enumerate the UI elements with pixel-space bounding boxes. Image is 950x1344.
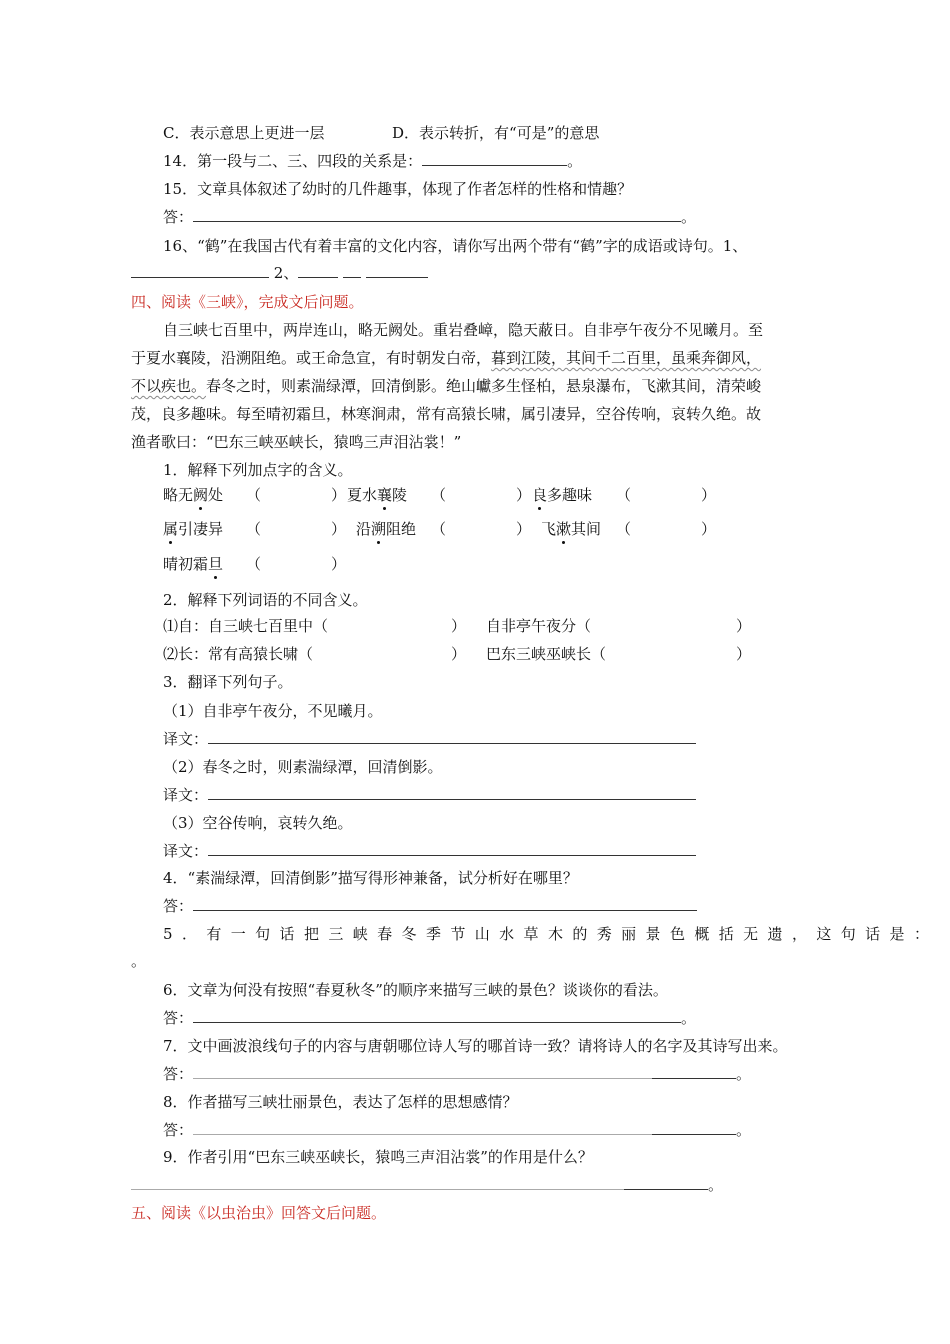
q16-blank-2a[interactable] bbox=[298, 263, 338, 278]
q7-answer-blank-2[interactable] bbox=[652, 1064, 736, 1079]
q1-item-4 bbox=[163, 519, 223, 539]
s4-q1-title: 1．解释下列加点字的含义。 bbox=[163, 461, 353, 479]
q6-period: 。 bbox=[681, 1009, 697, 1027]
passage-line-3 bbox=[131, 376, 761, 396]
q7-answer-label: 答： bbox=[163, 1065, 194, 1083]
section5-heading: 五、阅读《以虫治虫》回答文后问题。 bbox=[131, 1204, 387, 1222]
q6-answer bbox=[163, 1008, 696, 1028]
q1-paren-close-3: ） bbox=[701, 486, 717, 504]
q6-answer-label: 答： bbox=[163, 1009, 194, 1027]
q1-item-6 bbox=[541, 519, 601, 539]
s4-q8: 8．作者描写三峡壮丽景色，表达了怎样的思想感情？ bbox=[163, 1093, 518, 1111]
q8-answer-blank-2[interactable] bbox=[652, 1120, 736, 1135]
s4-q6: 6．文章为何没有按照“春夏秋冬”的顺序来描写三峡的景色？谈谈你的看法。 bbox=[163, 981, 668, 999]
passage-wavy-1: 暮到江陵，其间千二百里，虽乘奔御风， bbox=[491, 349, 762, 367]
q15-answer bbox=[163, 207, 696, 227]
q1-item-2-pre: 夏水 bbox=[347, 486, 378, 504]
q5-period: 。 bbox=[131, 952, 147, 970]
q1-item-4-dotted: 属 bbox=[163, 520, 179, 538]
passage-wavy-2: 不以疾也。 bbox=[131, 377, 207, 395]
q1-item-2 bbox=[347, 485, 407, 505]
q1-item-7-dotted: 旦 bbox=[208, 555, 224, 573]
q1-item-4-post: 引凄异 bbox=[178, 520, 224, 538]
q1-paren-open-7: （ bbox=[246, 555, 262, 573]
q3-translation-2 bbox=[163, 785, 696, 805]
q14-blank[interactable] bbox=[422, 151, 567, 166]
q16: 16、“鹤”在我国古代有着丰富的文化内容，请你写出两个带有“鹤”字的成语或诗句。1、 bbox=[163, 237, 748, 255]
q16-blank-1[interactable] bbox=[131, 263, 269, 278]
q2-row1a: ⑴自：自三峡七百里中（ bbox=[163, 617, 329, 635]
q1-item-1-post: 处 bbox=[208, 486, 224, 504]
passage-line-2 bbox=[131, 348, 761, 368]
q4-answer-label: 答： bbox=[163, 897, 194, 915]
q3-blank-1[interactable] bbox=[208, 729, 696, 744]
q1-paren-open-3: （ bbox=[616, 486, 632, 504]
q1-item-7 bbox=[163, 554, 223, 574]
q13-option-c: C．表示意思上更进一层 bbox=[163, 124, 325, 142]
passage-line-1: 自三峡七百里中，两岸连山，略无阙处。重岩叠嶂，隐天蔽日。自非亭午夜分不见曦月。至 bbox=[163, 321, 764, 339]
q1-item-5-dotted: 溯 bbox=[371, 520, 387, 538]
q3-sentence-2: （2）春冬之时，则素湍绿潭，回清倒影。 bbox=[163, 758, 443, 776]
q8-answer bbox=[163, 1120, 751, 1140]
q1-item-1-pre: 略无 bbox=[163, 486, 194, 504]
q1-item-5 bbox=[356, 519, 416, 539]
q15-answer-label: 答： bbox=[163, 208, 194, 226]
q2-row2b: 巴东三峡巫峡长（ bbox=[486, 645, 607, 663]
q7-answer-blank[interactable] bbox=[193, 1064, 652, 1079]
q8-period: 。 bbox=[736, 1121, 752, 1139]
q16-answers bbox=[131, 263, 428, 283]
q2-paren-close-1b: ） bbox=[736, 617, 752, 635]
q15: 15．文章具体叙述了幼时的几件趣事，体现了作者怎样的性格和情趣？ bbox=[163, 180, 633, 198]
q1-item-7-pre: 晴初霜 bbox=[163, 555, 209, 573]
q1-paren-close-1: ） bbox=[331, 486, 347, 504]
q2-paren-close-2a: ） bbox=[451, 645, 467, 663]
q1-item-6-pre: 飞 bbox=[541, 520, 557, 538]
q3-translation-1 bbox=[163, 729, 696, 749]
passage-line-2-text: 于夏水襄陵，沿溯阻绝。或王命急宣，有时朝发白帝， bbox=[131, 349, 492, 367]
q1-item-5-pre: 沿 bbox=[356, 520, 372, 538]
q1-item-3-post: 多趣味 bbox=[547, 486, 593, 504]
q4-answer bbox=[163, 896, 697, 916]
q1-paren-close-6: ） bbox=[701, 520, 717, 538]
q1-paren-close-4: ） bbox=[331, 520, 347, 538]
q3-sentence-1: （1）自非亭午夜分，不见曦月。 bbox=[163, 702, 383, 720]
s4-q4: 4．“素湍绿潭，回清倒影”描写得形神兼备，试分析好在哪里？ bbox=[163, 869, 578, 887]
q1-paren-close-2: ） bbox=[516, 486, 532, 504]
q9-answer-blank[interactable] bbox=[131, 1175, 624, 1190]
q16-two-label: 2、 bbox=[273, 264, 299, 282]
q1-item-3 bbox=[532, 485, 592, 505]
section4-heading: 四、阅读《三峡》，完成文后问题。 bbox=[131, 293, 364, 311]
q9-period: 。 bbox=[708, 1176, 724, 1194]
s4-q7: 7．文中画波浪线句子的内容与唐朝哪位诗人写的哪首诗一致？请将诗人的名字及其诗写出来。 bbox=[163, 1037, 788, 1055]
q16-blank-2b[interactable] bbox=[343, 263, 361, 278]
q3-label-2: 译文： bbox=[163, 786, 209, 804]
q14-period: 。 bbox=[567, 152, 583, 170]
q2-row1b: 自非亭午夜分（ bbox=[486, 617, 592, 635]
q1-item-5-post: 阻绝 bbox=[386, 520, 417, 538]
q1-paren-open-2: （ bbox=[431, 486, 447, 504]
passage-line-5: 渔者歌曰：“巴东三峡巫峡长，猿鸣三声泪沾裳！” bbox=[131, 433, 462, 451]
s4-q9: 9．作者引用“巴东三峡巫峡长，猿鸣三声泪沾裳”的作用是什么？ bbox=[163, 1148, 593, 1166]
q7-period: 。 bbox=[736, 1065, 752, 1083]
q1-item-3-dotted: 良 bbox=[532, 486, 548, 504]
s4-q3-title: 3．翻译下列句子。 bbox=[163, 673, 293, 691]
s4-q5: 5．有一句话把三峡春冬季节山水草木的秀丽景色概括无遗，这句话是： bbox=[163, 925, 939, 943]
q1-paren-close-5: ） bbox=[516, 520, 532, 538]
q2-row2a: ⑵长：常有高猿长啸（ bbox=[163, 645, 314, 663]
q1-item-2-dotted: 襄 bbox=[377, 486, 393, 504]
q4-answer-blank[interactable] bbox=[193, 896, 697, 911]
q16-blank-2c[interactable] bbox=[366, 263, 428, 278]
q9-answer-blank-2[interactable] bbox=[624, 1175, 708, 1190]
q3-label-1: 译文： bbox=[163, 730, 209, 748]
q3-blank-3[interactable] bbox=[208, 841, 696, 856]
q2-paren-close-1a: ） bbox=[451, 617, 467, 635]
passage-line-4: 茂，良多趣味。每至晴初霜旦，林寒涧肃，常有高猿长啸，属引凄异，空谷传响，哀转久绝。故 bbox=[131, 405, 762, 423]
q3-blank-2[interactable] bbox=[208, 785, 696, 800]
q9-answer bbox=[131, 1175, 723, 1195]
q15-answer-blank[interactable] bbox=[193, 207, 681, 222]
q6-answer-blank[interactable] bbox=[193, 1008, 681, 1023]
q1-item-6-post: 其间 bbox=[571, 520, 602, 538]
q8-answer-blank[interactable] bbox=[193, 1120, 652, 1135]
q8-answer-label: 答： bbox=[163, 1121, 194, 1139]
q15-period: 。 bbox=[681, 208, 697, 226]
q1-paren-open-6: （ bbox=[616, 520, 632, 538]
passage-line-3-text: 春冬之时，则素湍绿潭，回清倒影。绝山巘多生怪柏，悬泉瀑布，飞漱其间，清荣峻 bbox=[206, 377, 762, 395]
q1-paren-open-5: （ bbox=[431, 520, 447, 538]
q1-item-2-post: 陵 bbox=[392, 486, 408, 504]
q13-option-d: D．表示转折，有“可是”的意思 bbox=[392, 124, 600, 142]
q3-translation-3 bbox=[163, 841, 696, 861]
q14-text: 14．第一段与二、三、四段的关系是： bbox=[163, 152, 423, 170]
q1-item-6-dotted: 漱 bbox=[556, 520, 572, 538]
q14 bbox=[163, 151, 582, 171]
q2-paren-close-2b: ） bbox=[736, 645, 752, 663]
q1-paren-close-7: ） bbox=[331, 555, 347, 573]
q3-sentence-3: （3）空谷传响，哀转久绝。 bbox=[163, 814, 353, 832]
q1-item-1-dotted: 阙 bbox=[193, 486, 209, 504]
q1-paren-open-4: （ bbox=[246, 520, 262, 538]
s4-q2-title: 2．解释下列词语的不同含义。 bbox=[163, 591, 368, 609]
q3-label-3: 译文： bbox=[163, 842, 209, 860]
q1-paren-open-1: （ bbox=[246, 486, 262, 504]
q1-item-1 bbox=[163, 485, 223, 505]
q7-answer bbox=[163, 1064, 751, 1084]
